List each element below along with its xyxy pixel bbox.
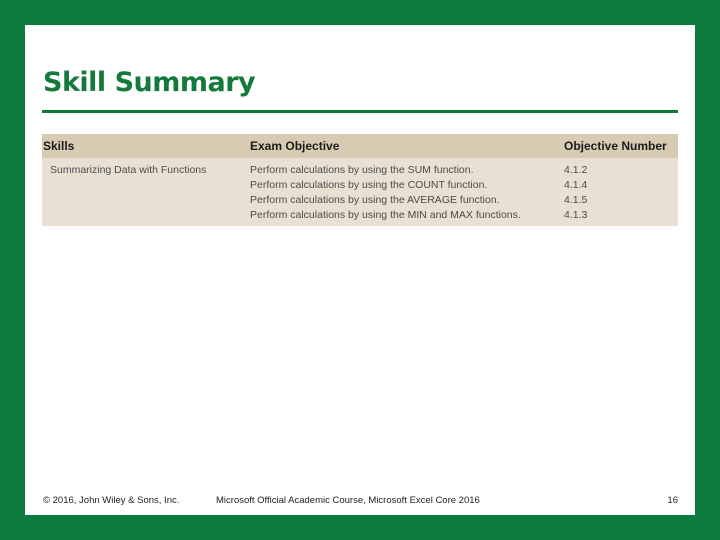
objective-min-max: Perform calculations by using the MIN and MAX functions. xyxy=(250,209,521,221)
table-row xyxy=(42,158,678,226)
table-header-row xyxy=(42,134,678,158)
slide-title: Skill Summary xyxy=(43,67,256,98)
skill-cell xyxy=(42,163,250,226)
objective-sum: Perform calculations by using the SUM function. xyxy=(250,164,474,176)
page-number: 16 xyxy=(667,495,678,506)
header-exam-objective: Exam Objective xyxy=(250,139,340,153)
objective-number-sum: 4.1.2 xyxy=(564,164,588,176)
title-divider xyxy=(42,110,678,113)
skill-summary-table xyxy=(42,134,678,226)
objective-number-min-max: 4.1.3 xyxy=(564,209,588,221)
header-objective-number: Objective Number xyxy=(564,139,667,153)
objective-count: Perform calculations by using the COUNT function. xyxy=(250,179,488,191)
footer-course-title: Microsoft Official Academic Course, Microsoft Excel Core 2016 xyxy=(216,495,480,506)
skill-name: Summarizing Data with Functions xyxy=(50,164,207,176)
objective-cell xyxy=(250,163,564,226)
footer-copyright: © 2016, John Wiley & Sons, Inc. xyxy=(43,495,180,506)
objective-number-count: 4.1.4 xyxy=(564,179,588,191)
slide-canvas xyxy=(25,25,695,515)
header-skills: Skills xyxy=(43,139,75,153)
objective-number-average: 4.1.5 xyxy=(564,194,588,206)
objective-number-cell xyxy=(564,163,678,226)
objective-average: Perform calculations by using the AVERAGE function. xyxy=(250,194,500,206)
